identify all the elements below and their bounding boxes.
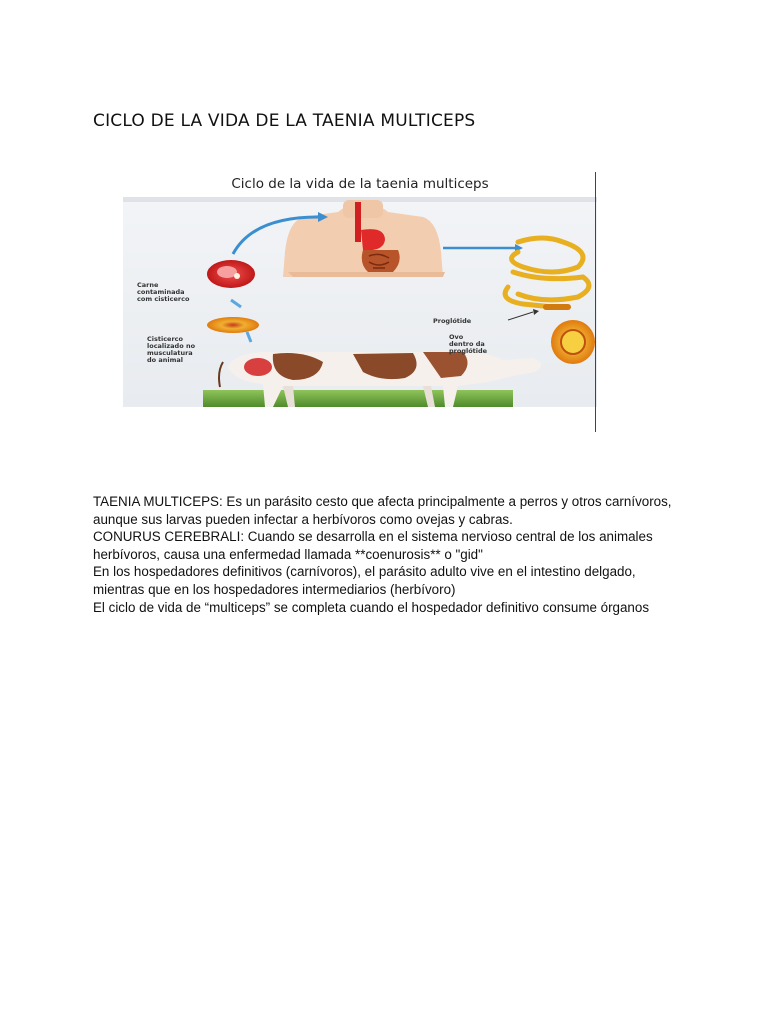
- grass: [203, 390, 513, 407]
- contaminated-meat: [207, 260, 255, 288]
- label-egg-in-proglottid: Ovo dentro da proglótide: [449, 333, 488, 355]
- label-contaminated-meat: Carne contaminada com cisticerco: [137, 281, 190, 303]
- life-cycle-figure: [123, 172, 597, 432]
- paragraph-taenia-multiceps: TAENIA MULTICEPS: Es un parásito cesto que afecta principalmente a perros y otros carnívoros, aunque sus larvas pueden infectar a herbívoros como ovejas y cabras.: [93, 494, 672, 527]
- figure-border: [595, 172, 596, 432]
- life-cycle-illustration: [123, 172, 597, 432]
- proglottid-segment: [543, 304, 571, 310]
- body-text: [93, 493, 683, 616]
- page-title: CICLO DE LA VIDA DE LA TAENIA MULTICEPS: [93, 111, 476, 131]
- paragraph-ciclo-de-vida: El ciclo de vida de “multiceps” se completa cuando el hospedador definitivo consume órganos: [93, 599, 650, 615]
- paragraph-conurus-cerebrali: CONURUS CEREBRALI: Cuando se desarrolla en el sistema nervioso central de los animales herbívoros, causa una enfermedad llamada **coenurosis** o "gid": [93, 529, 653, 562]
- label-proglottid: Proglótide: [433, 317, 472, 325]
- figure-title: Ciclo de la vida de la taenia multiceps: [231, 176, 489, 192]
- paragraph-hospedadores: En los hospedadores definitivos (carnívoros), el parásito adulto vive en el intestino delgado, mientras que en los hospedadores intermediarios (herbívoro): [93, 564, 636, 597]
- label-cysticercus: Cisticerco localizado no musculatura do animal: [147, 335, 196, 364]
- cysticercus: [207, 317, 259, 333]
